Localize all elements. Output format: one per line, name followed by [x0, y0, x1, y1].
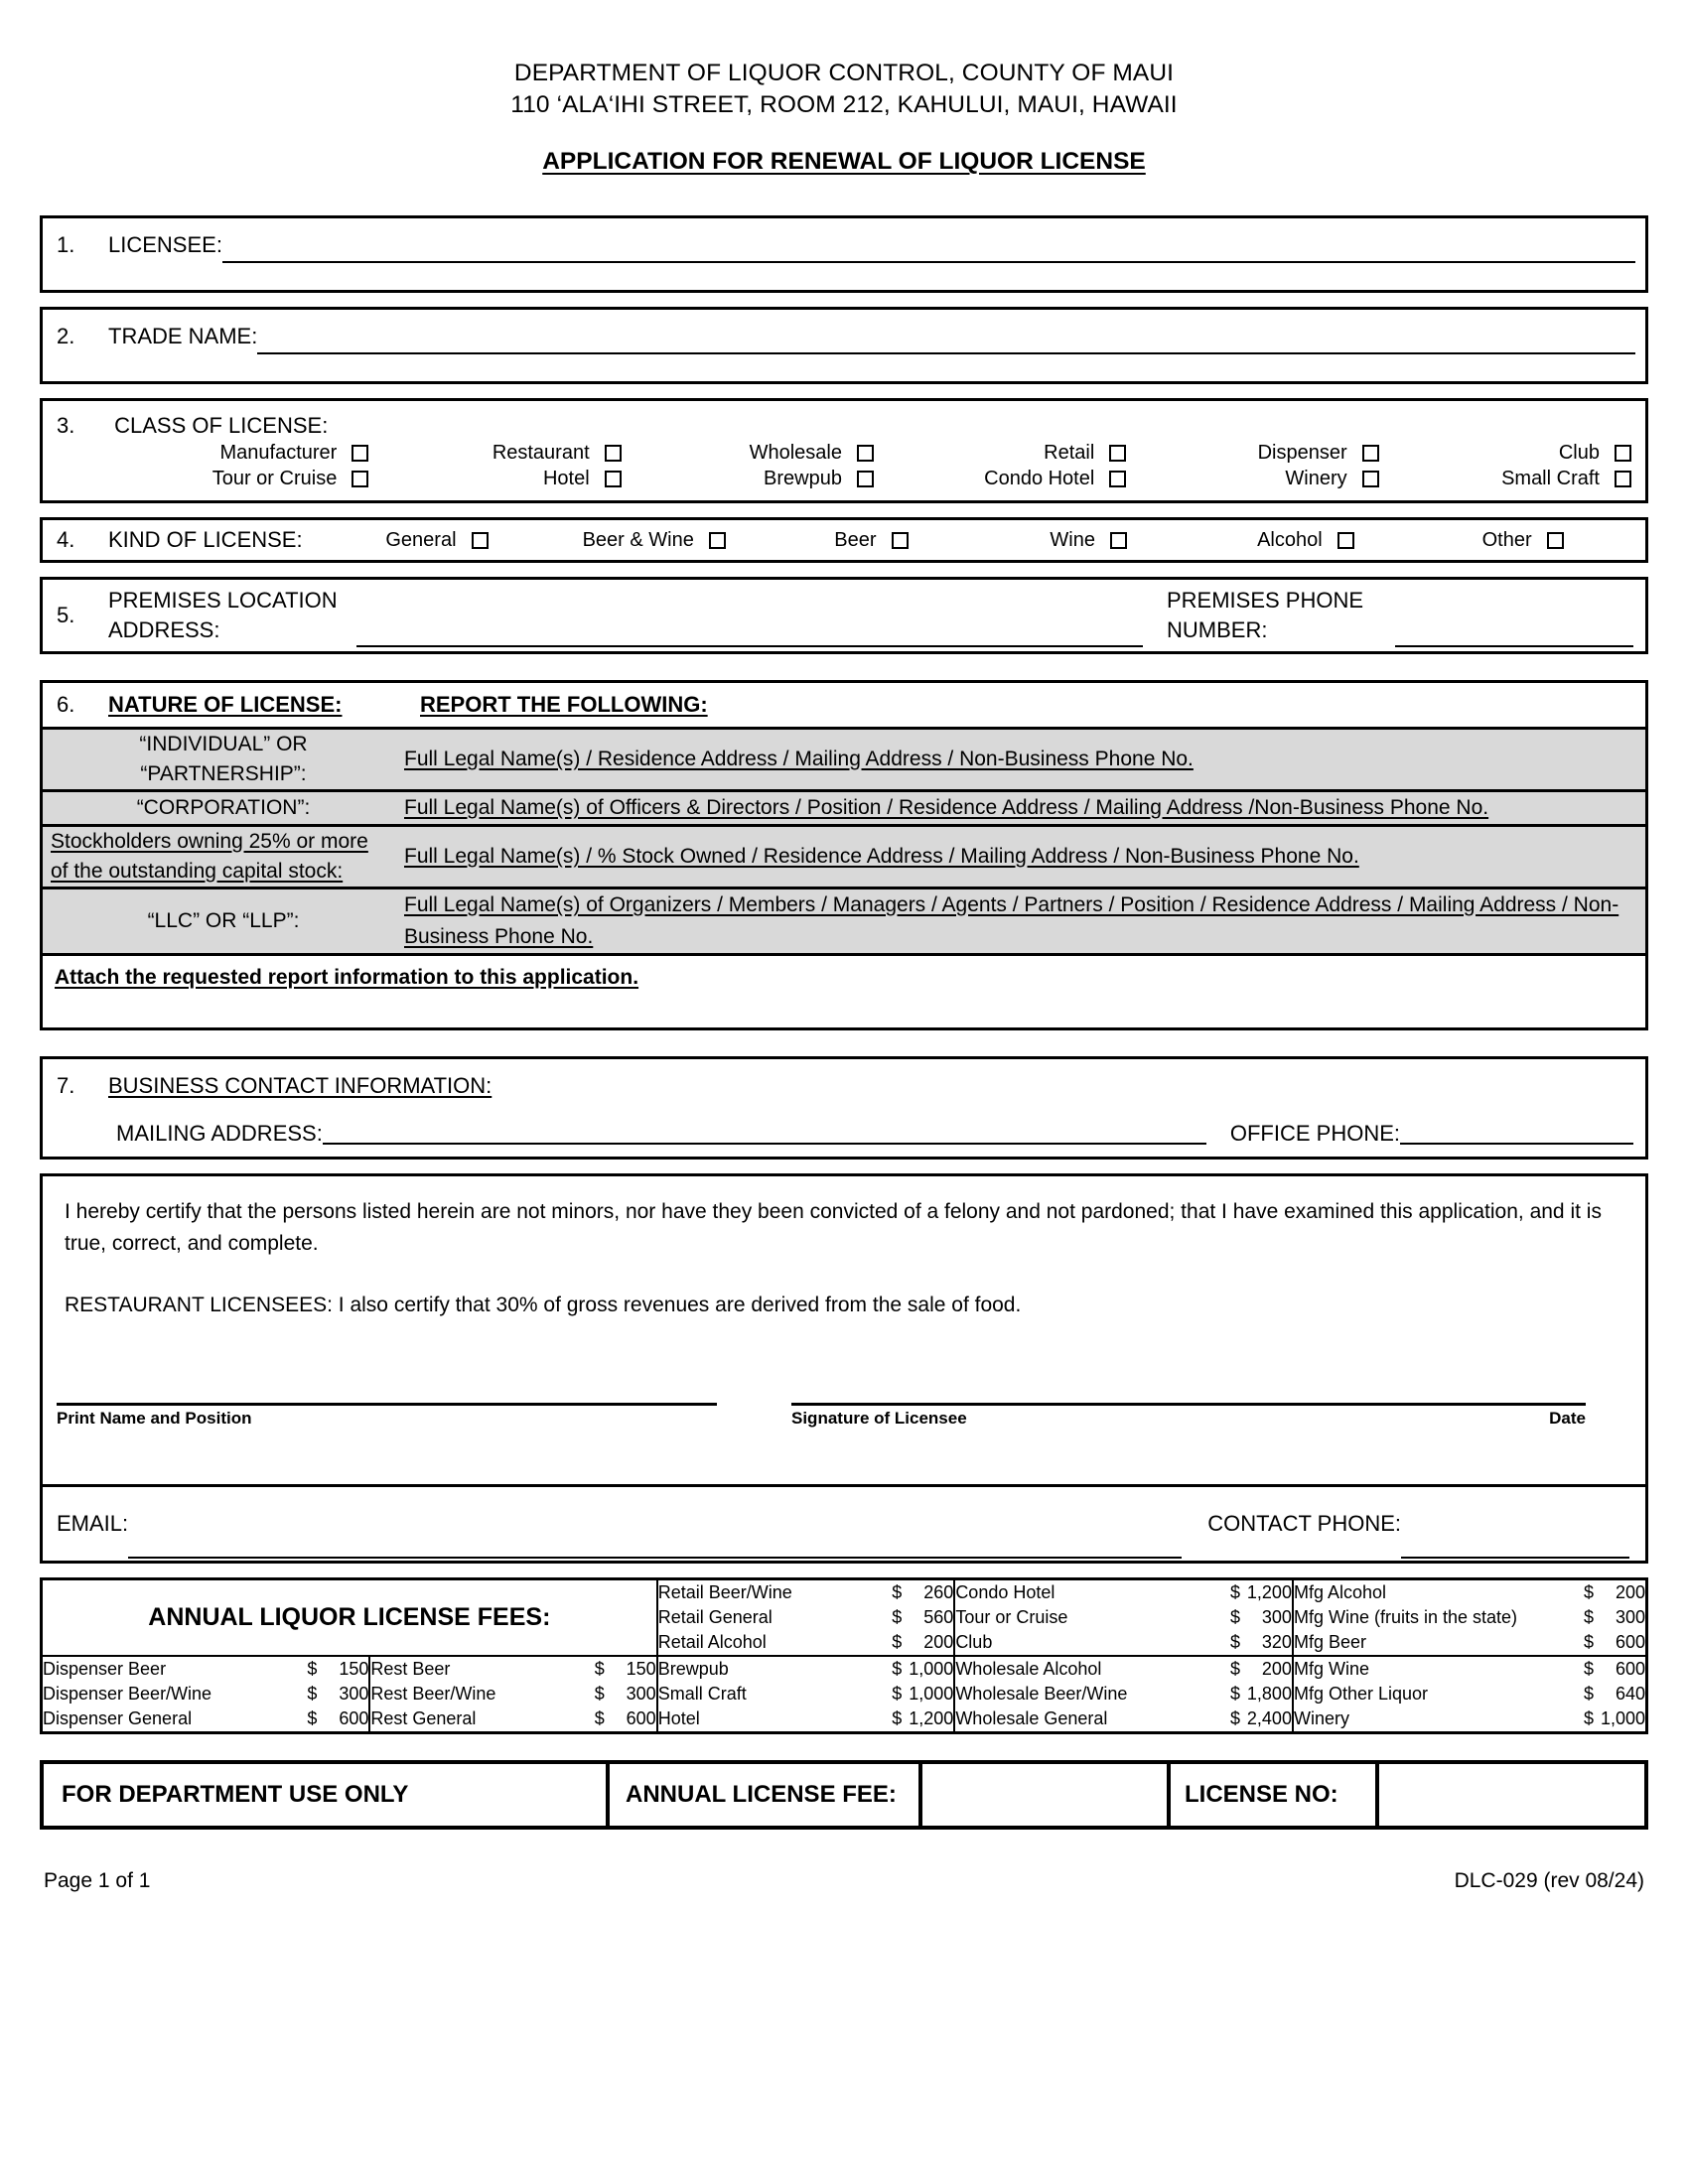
fee-value: 640 [1615, 1684, 1645, 1704]
certification-paragraph-1: I hereby certify that the persons listed herein are not minors, nor have they been convicted of a felony and not pardoned; that I have examined this application, and it is true, correct, and complete. [65, 1200, 1602, 1255]
fee-group-rest [369, 1656, 656, 1731]
currency-symbol: $ [892, 1708, 903, 1728]
class-label-winery: Winery [1285, 468, 1347, 489]
kind-option-alcohol[interactable] [1197, 529, 1415, 552]
fee-label: Tour or Cruise [955, 1607, 1068, 1627]
licensee-input[interactable] [222, 260, 1635, 263]
currency-symbol: $ [1229, 1659, 1240, 1679]
fee-row [658, 1682, 954, 1706]
currency-symbol: $ [1583, 1708, 1594, 1728]
page-title: APPLICATION FOR RENEWAL OF LIQUOR LICENSE [542, 148, 1146, 175]
page-number: Page 1 of 1 [44, 1869, 151, 1892]
section-6-number: 6. [57, 691, 75, 717]
currency-symbol: $ [307, 1708, 318, 1728]
fee-row [1294, 1706, 1645, 1731]
nature-row-label-individual [43, 729, 404, 791]
fee-amount [303, 1657, 368, 1682]
fee-row [370, 1657, 655, 1682]
currency-symbol: $ [1229, 1684, 1240, 1704]
department-use-title: FOR DEPARTMENT USE ONLY [44, 1764, 610, 1826]
section-business-contact [40, 1056, 1648, 1160]
fee-amount [1580, 1706, 1645, 1731]
currency-symbol: $ [1583, 1684, 1594, 1704]
premises-phone-label [1167, 586, 1395, 645]
fee-label: Dispenser Beer [43, 1659, 167, 1679]
fee-row [43, 1706, 368, 1731]
kind-label-beer: Beer [834, 528, 877, 551]
nature-row-llc-llp [43, 888, 1645, 955]
fee-value: 300 [339, 1684, 369, 1704]
fee-value: 150 [626, 1659, 656, 1679]
fee-label: Mfg Other Liquor [1293, 1684, 1429, 1704]
fee-value: 600 [1615, 1632, 1645, 1652]
checkbox-restaurant[interactable] [605, 445, 622, 462]
class-label-brewpub: Brewpub [764, 468, 842, 489]
class-label-retail: Retail [1044, 442, 1095, 464]
fee-label: Retail Beer/Wine [657, 1582, 792, 1602]
kind-label-beer-and-wine: Beer & Wine [582, 528, 694, 551]
fee-value: 1,000 [1600, 1708, 1645, 1728]
fee-value: 300 [626, 1684, 656, 1704]
fee-amount [1580, 1580, 1645, 1605]
currency-symbol: $ [892, 1632, 903, 1652]
signature-caption: Signature of Licensee [791, 1409, 967, 1428]
email-input[interactable] [128, 1556, 1182, 1559]
class-option-winery[interactable] [1126, 468, 1378, 490]
currency-symbol: $ [594, 1659, 605, 1679]
section-1-number: 1. [57, 232, 75, 257]
fee-value: 320 [1261, 1632, 1292, 1652]
fee-amount [303, 1682, 368, 1706]
class-label-small-craft: Small Craft [1501, 468, 1600, 489]
fee-label: Small Craft [657, 1684, 747, 1704]
fee-row [370, 1706, 655, 1731]
nature-label-line1: “LLC” OR “LLP”: [147, 909, 300, 932]
currency-symbol: $ [1583, 1659, 1594, 1679]
fee-value: 1,800 [1246, 1684, 1292, 1704]
section-licensee [40, 215, 1648, 293]
kind-options [303, 529, 1631, 552]
fee-row [1294, 1605, 1645, 1630]
fee-amount [1580, 1630, 1645, 1655]
checkbox-manufacturer[interactable] [352, 445, 368, 462]
license-no-label: LICENSE NO: [1171, 1764, 1379, 1826]
fee-title-cell [43, 1580, 657, 1656]
currency-symbol: $ [594, 1684, 605, 1704]
nature-report-text: Full Legal Name(s) of Officers & Directors / Position / Residence Address / Mailing Address /Non-Business Phone No. [404, 796, 1489, 819]
fee-label: Brewpub [657, 1659, 729, 1679]
certification-body [43, 1176, 1645, 1484]
fee-amount [1226, 1706, 1292, 1731]
kind-label-other: Other [1481, 528, 1532, 551]
kind-option-beer[interactable] [763, 529, 980, 552]
currency-symbol: $ [892, 1582, 903, 1602]
fee-amount [1580, 1682, 1645, 1706]
premises-address-label-line1: PREMISES LOCATION [108, 588, 338, 613]
class-label-tour-or-cruise: Tour or Cruise [211, 468, 338, 489]
section-class-of-license [40, 398, 1648, 503]
email-contact-row [43, 1484, 1645, 1561]
checkbox-small-craft[interactable] [1615, 471, 1631, 487]
premises-address-input[interactable] [356, 644, 1143, 647]
fee-row [658, 1657, 954, 1682]
fee-label: Rest Beer/Wine [370, 1684, 496, 1704]
nature-of-license-table [43, 683, 1645, 1027]
fee-label: Mfg Wine (fruits in the state) [1293, 1607, 1518, 1627]
nature-label-line2: “PARTNERSHIP”: [140, 762, 307, 785]
nature-row-report-llc [404, 888, 1645, 955]
class-option-brewpub[interactable] [622, 468, 874, 490]
fee-value: 1,200 [909, 1708, 954, 1728]
mailing-address-label: MAILING ADDRESS: [116, 1121, 323, 1146]
class-label-restaurant: Restaurant [492, 442, 590, 464]
currency-symbol: $ [892, 1659, 903, 1679]
class-label-condo-hotel: Condo Hotel [984, 468, 1095, 489]
class-option-small-craft[interactable] [1379, 468, 1631, 490]
attach-note-cell [43, 955, 1645, 1028]
trade-name-label: TRADE NAME: [108, 324, 258, 348]
fee-value: 560 [923, 1607, 954, 1627]
class-option-hotel[interactable] [368, 468, 621, 490]
fee-bottom-row [43, 1656, 1645, 1731]
license-no-input[interactable] [1379, 1764, 1644, 1826]
fee-row [1294, 1630, 1645, 1655]
attach-note: Attach the requested report information to this application. [55, 966, 639, 989]
fee-amount [888, 1580, 953, 1605]
fee-amount [1226, 1657, 1292, 1682]
fee-label: Mfg Beer [1293, 1632, 1366, 1652]
fee-group-mfg [1293, 1580, 1645, 1656]
report-following-heading: REPORT THE FOLLOWING: [420, 692, 708, 717]
fee-group-mfg-wine [1293, 1656, 1645, 1731]
premises-phone-label-line2: NUMBER: [1167, 617, 1268, 642]
date-caption: Date [1549, 1409, 1586, 1428]
fee-amount [1226, 1580, 1292, 1605]
fee-amount [888, 1706, 953, 1731]
currency-symbol: $ [1583, 1607, 1594, 1627]
contact-phone-label: CONTACT PHONE: [1207, 1511, 1401, 1536]
fee-value: 300 [1615, 1607, 1645, 1627]
nature-label-line1: Stockholders owning 25% or more [51, 830, 368, 853]
currency-symbol: $ [1229, 1632, 1240, 1652]
print-name-caption: Print Name and Position [57, 1409, 252, 1428]
class-row-1 [57, 442, 1631, 465]
licensee-label: LICENSEE: [108, 232, 222, 257]
fee-value: 260 [923, 1582, 954, 1602]
fee-row [370, 1682, 655, 1706]
document-header [40, 0, 1648, 176]
fee-row [658, 1706, 954, 1731]
fee-label: Condo Hotel [955, 1582, 1055, 1602]
currency-symbol: $ [1229, 1607, 1240, 1627]
annual-fees-table [40, 1577, 1648, 1734]
currency-symbol: $ [1229, 1708, 1240, 1728]
fee-row [955, 1706, 1292, 1731]
fee-amount [591, 1682, 656, 1706]
nature-row-stockholders [43, 826, 1645, 888]
section-3-number: 3. [57, 413, 75, 438]
nature-label-line1: “INDIVIDUAL” OR [139, 733, 308, 755]
kind-label-general: General [385, 528, 457, 551]
currency-symbol: $ [307, 1684, 318, 1704]
class-label-manufacturer: Manufacturer [219, 442, 338, 464]
section-4-number: 4. [57, 527, 75, 552]
fee-label: Wholesale Beer/Wine [955, 1684, 1128, 1704]
address-line: 110 ‘ALA‘IHI STREET, ROOM 212, KAHULUI, MAUI, HAWAII [510, 91, 1178, 118]
nature-report-text: Full Legal Name(s) of Organizers / Members / Managers / Agents / Partners / Position / Residence Address / Mailing Address / Non-Business Phone No. [404, 893, 1619, 948]
nature-row-corporation [43, 791, 1645, 826]
fee-group-dispenser [43, 1656, 369, 1731]
annual-license-fee-input[interactable] [922, 1764, 1171, 1826]
page-footer [40, 1869, 1648, 1893]
fee-amount [888, 1682, 953, 1706]
class-label-club: Club [1558, 442, 1600, 464]
fee-amount [303, 1706, 368, 1731]
checkbox-condo-hotel[interactable] [1109, 471, 1126, 487]
nature-row-report-corporation [404, 791, 1645, 826]
class-option-tour-or-cruise[interactable] [116, 468, 368, 490]
class-option-restaurant[interactable] [368, 442, 621, 465]
form-id: DLC-029 (rev 08/24) [1454, 1869, 1644, 1892]
fee-label: Hotel [657, 1708, 700, 1728]
fee-value: 1,000 [909, 1684, 954, 1704]
fee-table-title: ANNUAL LIQUOR LICENSE FEES: [148, 1603, 551, 1631]
fee-amount [1580, 1605, 1645, 1630]
fee-row [43, 1657, 368, 1682]
nature-table-header-row [43, 683, 1645, 729]
checkbox-kind-other[interactable] [1547, 532, 1564, 549]
premises-address-label-line2: ADDRESS: [108, 617, 220, 642]
premises-phone-label-line1: PREMISES PHONE [1167, 588, 1364, 613]
nature-label-line1: “CORPORATION”: [136, 796, 311, 819]
print-name-field[interactable] [57, 1403, 717, 1429]
fee-label: Rest Beer [370, 1659, 451, 1679]
fee-amount [1580, 1657, 1645, 1682]
section-nature-of-license [40, 680, 1648, 1030]
section-2-number: 2. [57, 324, 75, 348]
fee-value: 1,200 [1246, 1582, 1292, 1602]
nature-header-right [404, 683, 1645, 729]
fee-value: 200 [1615, 1582, 1645, 1602]
fee-amount [591, 1706, 656, 1731]
currency-symbol: $ [892, 1607, 903, 1627]
fee-row [955, 1682, 1292, 1706]
fee-row [1294, 1657, 1645, 1682]
class-label-hotel: Hotel [542, 468, 590, 489]
fee-label: Retail Alcohol [657, 1632, 767, 1652]
fee-amount [888, 1630, 953, 1655]
signature-rule [791, 1403, 1586, 1406]
fee-value: 600 [626, 1708, 656, 1728]
fee-value: 1,000 [909, 1659, 954, 1679]
fee-value: 600 [339, 1708, 369, 1728]
currency-symbol: $ [892, 1684, 903, 1704]
nature-report-text: Full Legal Name(s) / Residence Address / Mailing Address / Non-Business Phone No. [404, 748, 1194, 770]
class-label-dispenser: Dispenser [1257, 442, 1347, 464]
fee-amount [1226, 1630, 1292, 1655]
class-row-2 [57, 468, 1631, 490]
fee-value: 600 [1615, 1659, 1645, 1679]
fee-value: 300 [1261, 1607, 1292, 1627]
checkbox-kind-general[interactable] [472, 532, 489, 549]
class-option-condo-hotel[interactable] [874, 468, 1126, 490]
kind-label-wine: Wine [1050, 528, 1095, 551]
fee-label: Club [955, 1632, 993, 1652]
fee-top-row [43, 1580, 1645, 1656]
currency-symbol: $ [1583, 1582, 1594, 1602]
certification-paragraph-2: RESTAURANT LICENSEES: I also certify that 30% of gross revenues are derived from the sale of food. [65, 1294, 1022, 1316]
kind-option-beer-and-wine[interactable] [545, 529, 763, 552]
fee-group-wholesale [954, 1656, 1293, 1731]
checkbox-retail[interactable] [1109, 445, 1126, 462]
fee-label: Wholesale General [955, 1708, 1108, 1728]
kind-option-wine[interactable] [980, 529, 1197, 552]
fee-label: Dispenser Beer/Wine [43, 1684, 212, 1704]
fee-row [43, 1682, 368, 1706]
email-label: EMAIL: [57, 1511, 129, 1536]
nature-report-text: Full Legal Name(s) / % Stock Owned / Residence Address / Mailing Address / Non-Business Phone No. [404, 845, 1359, 868]
fee-label: Rest General [370, 1708, 477, 1728]
nature-row-individual-partnership [43, 729, 1645, 791]
fee-value: 2,400 [1246, 1708, 1292, 1728]
checkbox-brewpub[interactable] [857, 471, 874, 487]
fee-row [1294, 1682, 1645, 1706]
nature-of-license-heading: NATURE OF LICENSE: [108, 691, 343, 717]
fee-row [955, 1605, 1292, 1630]
section-5-number: 5. [57, 603, 75, 627]
fee-label: Winery [1293, 1708, 1349, 1728]
currency-symbol: $ [594, 1708, 605, 1728]
signature-area [57, 1403, 1631, 1429]
fee-row [1294, 1580, 1645, 1605]
fee-row [955, 1630, 1292, 1655]
fee-label: Dispenser General [43, 1708, 193, 1728]
checkbox-kind-beer-and-wine[interactable] [709, 532, 726, 549]
print-name-rule [57, 1403, 717, 1406]
fee-label: Mfg Wine [1293, 1659, 1369, 1679]
fee-value: 200 [923, 1632, 954, 1652]
class-option-retail[interactable] [874, 442, 1126, 465]
certification-block [40, 1173, 1648, 1564]
nature-row-report-individual [404, 729, 1645, 791]
agency-line: DEPARTMENT OF LIQUOR CONTROL, COUNTY OF MAUI [513, 60, 1175, 86]
premises-phone-input[interactable] [1395, 644, 1633, 647]
fee-group-brewpub [657, 1656, 955, 1731]
kind-label-alcohol: Alcohol [1257, 528, 1323, 551]
annual-license-fee-label: ANNUAL LICENSE FEE: [610, 1764, 922, 1826]
currency-symbol: $ [1229, 1582, 1240, 1602]
premises-address-label [108, 586, 356, 645]
fee-label: Retail General [657, 1607, 773, 1627]
section-premises [40, 577, 1648, 654]
class-option-dispenser[interactable] [1126, 442, 1378, 465]
fee-amount [888, 1657, 953, 1682]
office-phone-label: OFFICE PHONE: [1229, 1121, 1400, 1146]
nature-row-label-stockholders [43, 826, 404, 888]
checkbox-kind-wine[interactable] [1110, 532, 1127, 549]
nature-row-label-llc [43, 888, 404, 955]
fee-amount [1226, 1682, 1292, 1706]
business-contact-heading: BUSINESS CONTACT INFORMATION: [108, 1073, 492, 1098]
fee-group-retail [657, 1580, 955, 1656]
nature-row-report-stockholders [404, 826, 1645, 888]
nature-header-left [43, 683, 404, 729]
fee-group-condo [954, 1580, 1293, 1656]
section-kind-of-license [40, 517, 1648, 563]
checkbox-tour-or-cruise[interactable] [352, 471, 368, 487]
trade-name-input[interactable] [257, 351, 1635, 354]
section-trade-name [40, 307, 1648, 384]
checkbox-hotel[interactable] [605, 471, 622, 487]
checkbox-dispenser[interactable] [1362, 445, 1379, 462]
fee-amount [1226, 1605, 1292, 1630]
checkbox-wholesale[interactable] [857, 445, 874, 462]
checkbox-winery[interactable] [1362, 471, 1379, 487]
fee-row [658, 1580, 954, 1605]
nature-row-label-corporation [43, 791, 404, 826]
department-use-bar [40, 1760, 1648, 1830]
currency-symbol: $ [307, 1659, 318, 1679]
fee-amount [591, 1657, 656, 1682]
kind-option-other[interactable] [1414, 529, 1631, 552]
mailing-address-input[interactable] [323, 1142, 1206, 1145]
fee-grid [43, 1580, 1645, 1731]
class-option-manufacturer[interactable] [116, 442, 368, 465]
class-of-license-heading [57, 413, 1631, 439]
office-phone-input[interactable] [1400, 1142, 1633, 1145]
currency-symbol: $ [1583, 1632, 1594, 1652]
business-contact-heading-row [57, 1073, 1633, 1099]
checkbox-kind-alcohol[interactable] [1337, 532, 1354, 549]
class-option-wholesale[interactable] [622, 442, 874, 465]
fee-row [658, 1630, 954, 1655]
fee-amount [888, 1605, 953, 1630]
mailing-address-row [57, 1121, 1633, 1147]
fee-value: 200 [1261, 1659, 1292, 1679]
checkbox-kind-beer[interactable] [892, 532, 909, 549]
class-option-club[interactable] [1379, 442, 1631, 465]
fee-value: 150 [339, 1659, 369, 1679]
fee-label: Mfg Alcohol [1293, 1582, 1387, 1602]
nature-label-line2: of the outstanding capital stock: [51, 860, 344, 883]
fee-label: Wholesale Alcohol [955, 1659, 1102, 1679]
checkbox-club[interactable] [1615, 445, 1631, 462]
kind-of-license-label: KIND OF LICENSE: [108, 527, 303, 552]
section-7-number: 7. [57, 1073, 75, 1098]
fee-row [658, 1605, 954, 1630]
fee-row [955, 1657, 1292, 1682]
kind-option-general[interactable] [329, 529, 546, 552]
nature-attach-row [43, 955, 1645, 1028]
class-label-wholesale: Wholesale [749, 442, 842, 464]
contact-phone-input[interactable] [1401, 1556, 1629, 1559]
class-of-license-label: CLASS OF LICENSE: [114, 413, 329, 438]
fee-row [955, 1580, 1292, 1605]
signature-field[interactable] [791, 1403, 1586, 1429]
